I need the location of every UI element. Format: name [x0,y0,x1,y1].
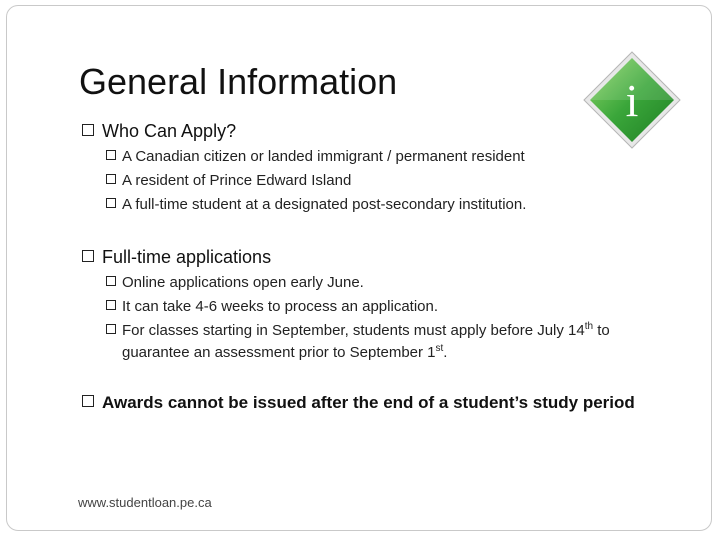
section-heading-awards-notice: Awards cannot be issued after the end of a student’s study period [82,391,635,415]
section-heading-who-can-apply: Who Can Apply? [82,119,236,143]
info-icon [582,50,682,150]
list-item: A full-time student at a designated post-secondary institution. [106,195,526,215]
list-item-continuation: guarantee an assessment prior to September 1st. [122,343,448,361]
list-item: A resident of Prince Edward Island [106,171,351,191]
list-item: For classes starting in September, students must apply before July 14th to [106,321,610,341]
section-heading-full-time-applications: Full-time applications [82,245,271,269]
info-glyph: i [625,75,639,126]
list-item: It can take 4-6 weeks to process an application. [106,297,438,317]
checkbox-bullet-icon [106,324,116,334]
checkbox-bullet-icon [106,198,116,208]
checkbox-bullet-icon [82,124,94,136]
slide-title: General Information [79,61,398,102]
checkbox-bullet-icon [106,300,116,310]
footer-url: www.studentloan.pe.ca [78,495,212,510]
checkbox-bullet-icon [106,276,116,286]
list-item: A Canadian citizen or landed immigrant / permanent resident [106,147,525,167]
checkbox-bullet-icon [82,250,94,262]
list-item: Online applications open early June. [106,273,364,293]
checkbox-bullet-icon [106,174,116,184]
checkbox-bullet-icon [82,395,94,407]
checkbox-bullet-icon [106,150,116,160]
